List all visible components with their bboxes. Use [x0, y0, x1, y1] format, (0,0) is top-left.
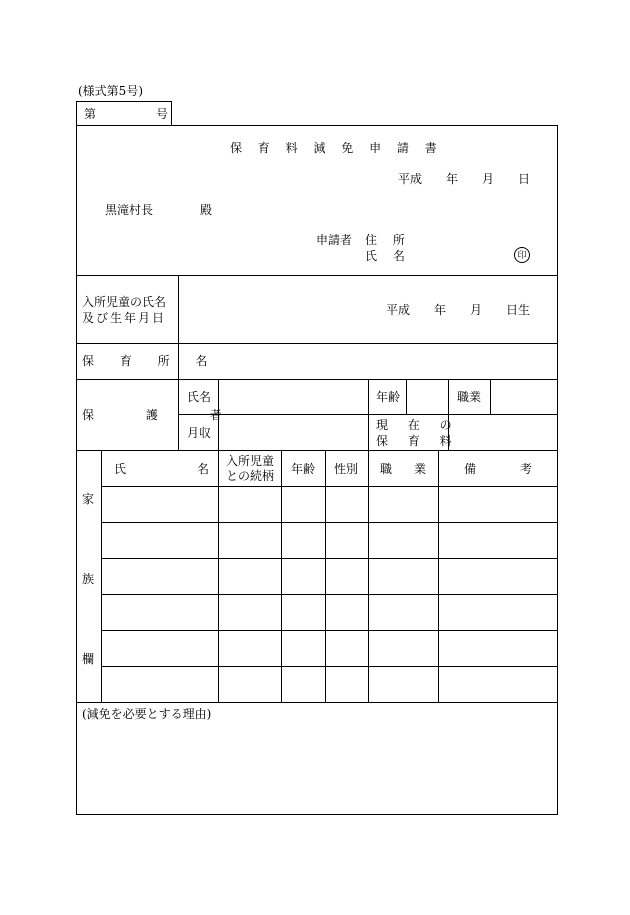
child-birth-era: 平成 [386, 303, 411, 317]
family-col-name-1: 氏 [114, 462, 127, 476]
line-family-col-1 [218, 450, 219, 702]
guardian-age-label: 年齢 [376, 390, 401, 404]
child-label-line1: 入所児童の氏名 [82, 295, 167, 309]
family-col-note-2: 考 [520, 462, 533, 476]
guardian-label: 保 護 者 [82, 408, 246, 422]
line-family-col-5 [438, 450, 439, 702]
family-side-char-3: 欄 [82, 652, 95, 666]
family-col-name-2: 名 [197, 462, 210, 476]
current-fee-label-line2: 保 育 料 [376, 434, 460, 448]
line-family-row-1 [101, 486, 558, 487]
line-family-row-3 [101, 558, 558, 559]
guardian-name-label: 氏名 [187, 390, 212, 404]
line-family-row-5 [101, 630, 558, 631]
line-header-bottom [76, 275, 558, 276]
seal-mark: 印 [514, 247, 530, 263]
line-guardian-col-e [490, 379, 491, 414]
form-number-label: (様式第5号) [78, 84, 143, 98]
line-family-side [101, 450, 102, 702]
family-col-job-2: 業 [414, 462, 427, 476]
addressee: 黒滝村長 [105, 203, 154, 217]
applicant-label: 申請者 [316, 233, 353, 247]
family-col-job-1: 職 [380, 462, 393, 476]
family-col-age: 年齢 [291, 462, 316, 476]
address-label: 住 所 [365, 233, 411, 247]
line-guardian-col-a [218, 379, 219, 450]
line-family-row-4 [101, 594, 558, 595]
line-child-bottom [76, 343, 558, 344]
line-guardian-col-c [406, 379, 407, 414]
guardian-job-label: 職業 [457, 390, 482, 404]
guardian-income-label: 月収 [187, 426, 212, 440]
line-guardian-bottom [76, 450, 558, 451]
header-date-era: 平成 [398, 172, 423, 186]
family-side-char-2: 族 [82, 572, 95, 586]
header-date-month: 月 [482, 172, 495, 186]
header-date-day: 日 [518, 172, 531, 186]
number-box-left: 第 [84, 107, 97, 121]
child-birth-day: 日生 [506, 303, 531, 317]
reason-label: (減免を必要とする理由) [82, 707, 212, 721]
line-family-col-4 [368, 450, 369, 702]
number-box-right: 号 [156, 107, 169, 121]
line-family-bottom [76, 702, 558, 703]
child-birth-month: 月 [470, 303, 483, 317]
line-family-col-3 [325, 450, 326, 702]
honorific: 殿 [200, 203, 213, 217]
line-nursery-bottom [76, 379, 558, 380]
line-family-row-2 [101, 522, 558, 523]
line-family-row-6 [101, 666, 558, 667]
line-family-col-2 [281, 450, 282, 702]
family-col-relation-2: との続柄 [226, 469, 275, 483]
family-col-sex: 性別 [334, 462, 359, 476]
family-col-note-1: 備 [464, 462, 477, 476]
child-birth-year: 年 [434, 303, 447, 317]
form-title: 保 育 料 減 免 申 請 書 [230, 141, 443, 155]
family-col-relation-1: 入所児童 [226, 454, 275, 468]
applicant-name-label: 氏 名 [365, 249, 411, 263]
child-label-line2: 及び生年月日 [82, 311, 167, 325]
current-fee-label-line1: 現 在 の [376, 418, 460, 432]
nursery-label: 保 育 所 名 [82, 354, 219, 368]
family-side-char-1: 家 [82, 492, 95, 506]
line-guardian-col-b [368, 379, 369, 450]
header-date-year: 年 [446, 172, 459, 186]
